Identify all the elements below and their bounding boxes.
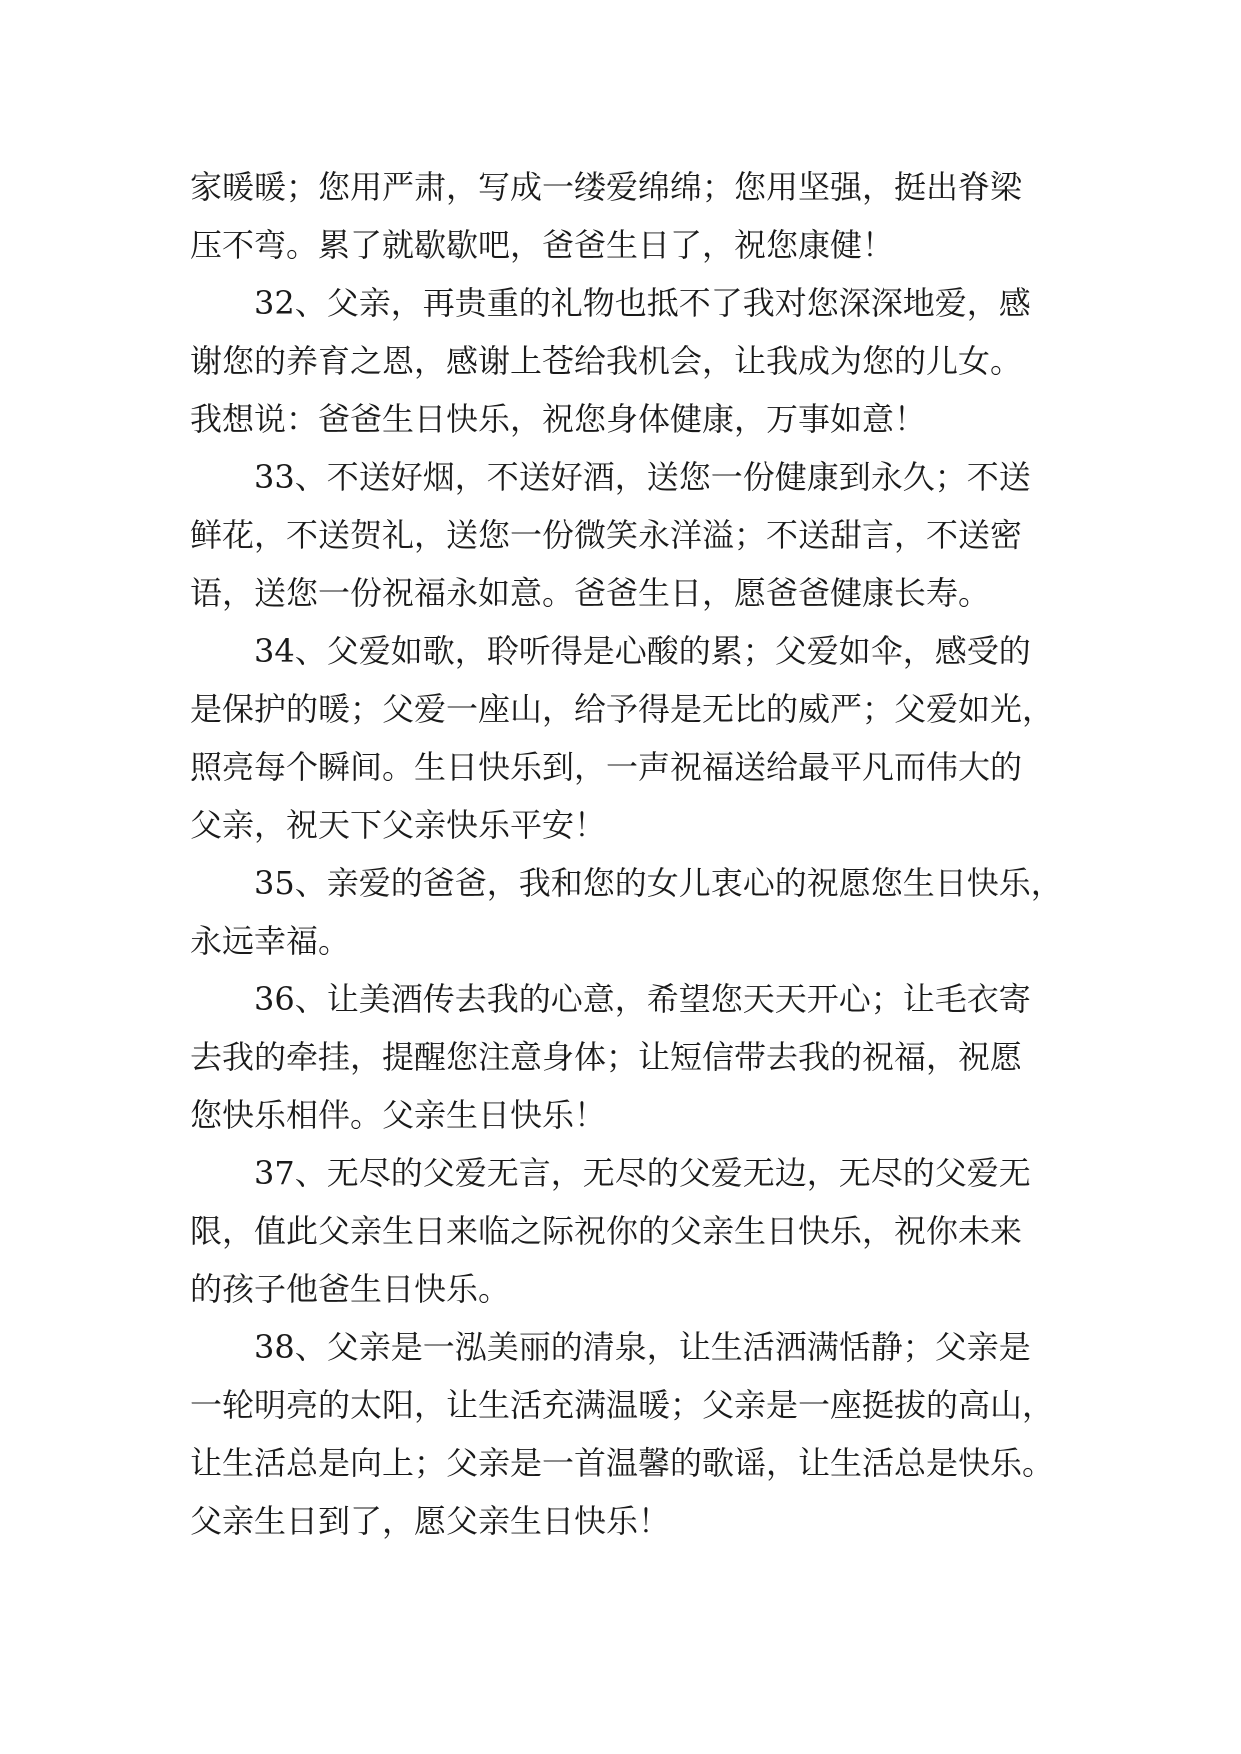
body-line: 永远幸福。 (190, 922, 351, 960)
body-line: 父亲，祝天下父亲快乐平安！ (190, 806, 607, 844)
body-line: 一轮明亮的太阳，让生活充满温暖；父亲是一座挺拔的高山， (190, 1386, 1055, 1424)
body-line: 限，值此父亲生日来临之际祝你的父亲生日快乐，祝你未来 (190, 1212, 1023, 1250)
body-line: 父亲生日到了，愿父亲生日快乐！ (190, 1502, 671, 1540)
body-line: 压不弯。累了就歇歇吧，爸爸生日了，祝您康健！ (190, 226, 895, 264)
body-line: 我想说：爸爸生日快乐，祝您身体健康，万事如意！ (190, 400, 927, 438)
paragraph-start-33: 33、不送好烟，不送好酒，送您一份健康到永久；不送 (254, 458, 1031, 496)
paragraph-start-32: 32、父亲，再贵重的礼物也抵不了我对您深深地爱，感 (254, 284, 1031, 322)
document-body (190, 158, 1063, 1550)
body-line: 让生活总是向上；父亲是一首温馨的歌谣，让生活总是快乐。 (190, 1444, 1055, 1482)
paragraph-start-35: 35、亲爱的爸爸，我和您的女儿衷心的祝愿您生日快乐， (254, 864, 1063, 902)
body-line: 去我的牵挂，提醒您注意身体；让短信带去我的祝福，祝愿 (190, 1038, 1023, 1076)
body-line: 语，送您一份祝福永如意。爸爸生日，愿爸爸健康长寿。 (190, 574, 991, 612)
paragraph-start-38: 38、父亲是一泓美丽的清泉，让生活洒满恬静；父亲是 (254, 1328, 1031, 1366)
paragraph-start-34: 34、父爱如歌，聆听得是心酸的累；父爱如伞，感受的 (254, 632, 1031, 670)
body-line: 谢您的养育之恩，感谢上苍给我机会，让我成为您的儿女。 (190, 342, 1023, 380)
body-line: 家暖暖；您用严肃，写成一缕爱绵绵；您用坚强，挺出脊梁 (190, 168, 1023, 206)
paragraph-start-36: 36、让美酒传去我的心意，希望您天天开心；让毛衣寄 (254, 980, 1031, 1018)
body-line: 鲜花，不送贺礼，送您一份微笑永洋溢；不送甜言，不送密 (190, 516, 1023, 554)
body-line: 的孩子他爸生日快乐。 (190, 1270, 511, 1308)
body-line: 是保护的暖；父爱一座山，给予得是无比的威严；父爱如光， (190, 690, 1055, 728)
body-line: 照亮每个瞬间。生日快乐到，一声祝福送给最平凡而伟大的 (190, 748, 1023, 786)
paragraph-start-37: 37、无尽的父爱无言，无尽的父爱无边，无尽的父爱无 (254, 1154, 1031, 1192)
body-line: 您快乐相伴。父亲生日快乐！ (190, 1096, 607, 1134)
